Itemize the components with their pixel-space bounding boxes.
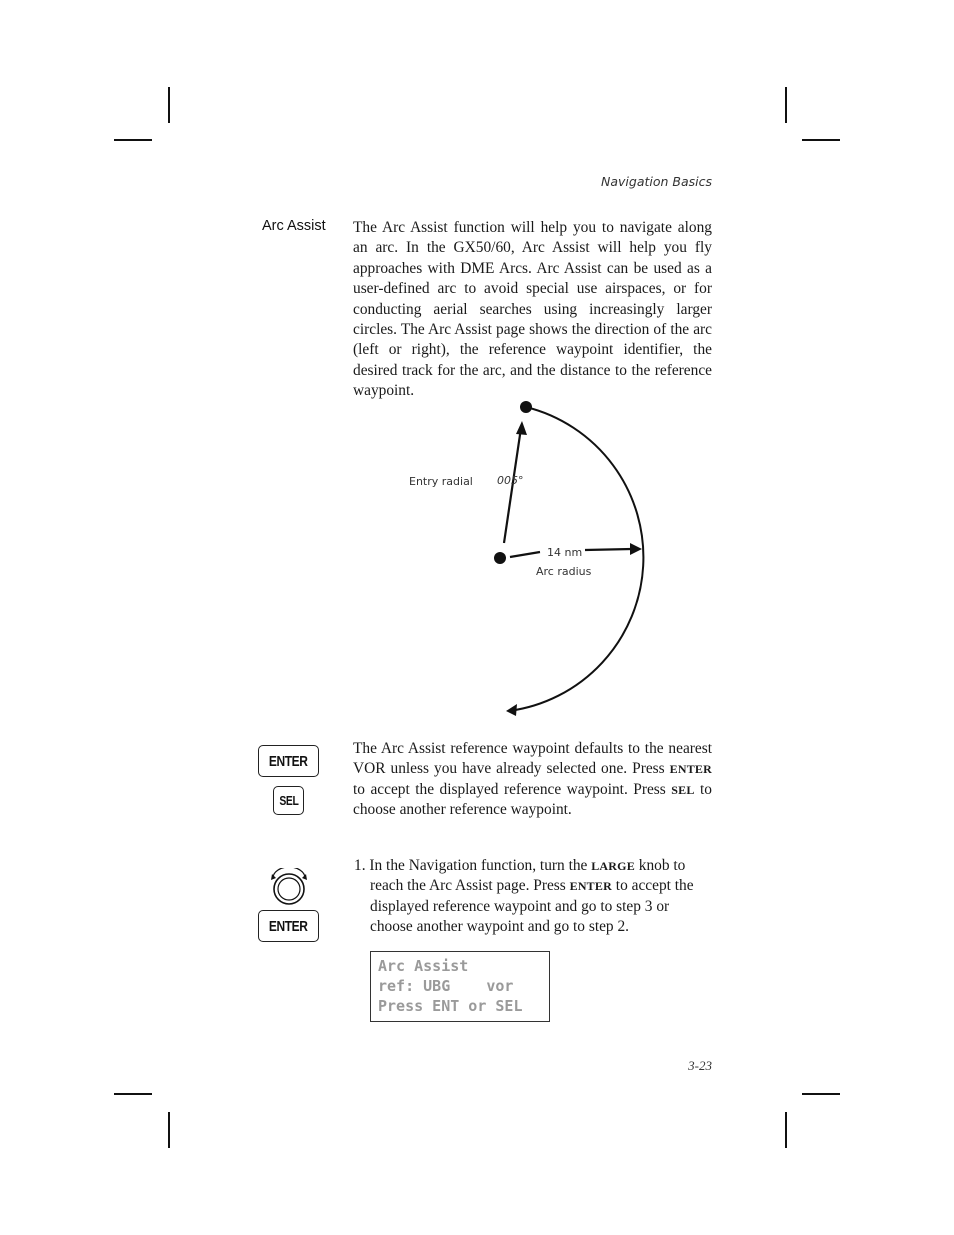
radius-arrow-right [585, 549, 632, 550]
reference-paragraph [353, 739, 712, 821]
step1-text-1: 1. In the Navigation function, turn the [354, 857, 592, 874]
enter-key-label: ENTER [269, 917, 308, 935]
arc-start-waypoint-dot [520, 401, 532, 413]
crop-mark [114, 1093, 152, 1095]
step1-text-3: to accept the displayed reference waypoint and go to step 3 or choose another waypoint and go to step 2. [370, 877, 694, 936]
page-number: 3-23 [688, 1058, 712, 1073]
entry-radial-label: Entry radial [409, 475, 473, 488]
reference-text-2: to accept the displayed reference waypoint. Press [353, 780, 672, 798]
enter-key-label: ENTER [269, 752, 308, 770]
sel-key-reference: SEL [671, 782, 695, 797]
arc-diagram [400, 400, 680, 720]
entry-radial-value: 005° [497, 474, 524, 487]
arc-end-arrow-icon [506, 704, 517, 716]
step-1 [353, 856, 712, 938]
crop-mark [785, 87, 787, 123]
lcd-line-1: Arc Assist [378, 957, 469, 975]
sel-key-icon [273, 786, 304, 815]
radius-label: Arc radius [536, 565, 592, 578]
large-key-reference: LARGE [591, 859, 635, 873]
crop-mark [785, 1112, 787, 1148]
crop-mark [802, 1093, 840, 1095]
running-header: Navigation Basics [601, 174, 712, 189]
enter-key-icon [258, 745, 319, 777]
enter-key-reference: ENTER [669, 762, 712, 777]
reference-text-1: The Arc Assist reference waypoint defaults to the nearest VOR unless you have already selected one. Press [353, 740, 712, 778]
step1-text-2: knob to reach the Arc Assist page. Press [370, 857, 686, 895]
lcd-screen [370, 951, 550, 1022]
crop-mark [802, 139, 840, 141]
radius-arrow-left [510, 552, 540, 557]
radius-value: 14 nm [547, 546, 583, 559]
enter-key-reference: ENTER [569, 879, 612, 894]
lcd-line-2: ref: UBG vor [378, 977, 514, 995]
crop-mark [168, 87, 170, 123]
enter-key-icon [258, 910, 319, 942]
lcd-line-3: Press ENT or SEL [378, 997, 523, 1015]
sel-key-label: SEL [278, 793, 299, 808]
arc-path [509, 407, 643, 711]
large-knob-icon [268, 868, 310, 908]
crop-mark [114, 139, 152, 141]
reference-waypoint-dot [494, 552, 506, 564]
reference-text-3: to choose another reference waypoint. [353, 780, 712, 819]
crop-mark [168, 1112, 170, 1148]
intro-paragraph: The Arc Assist function will help you to navigate along an arc. In the GX50/60, Arc Assist will help you fly approaches with DME Arcs. Arc Assist can be used as a user-defined arc to avoid special use airspaces, or for conducting aerial searches using increasingly larger circles. The Arc Assist page shows the direction of the arc (left or right), the reference waypoint identifier, the desired track for the arc, and the distance to the reference waypoint. [353, 219, 712, 400]
section-heading: Arc Assist [262, 218, 326, 234]
